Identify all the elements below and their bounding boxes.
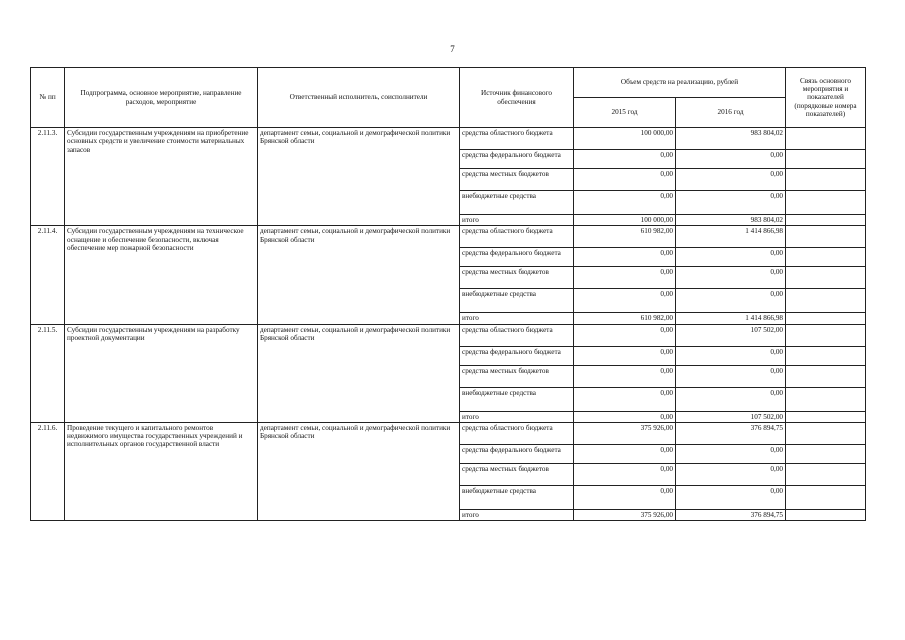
item-executor: департамент семьи, социальной и демографической политики Брянской области: [258, 128, 460, 226]
funding-source: внебюджетные средства: [460, 387, 574, 411]
budget-table: [30, 67, 866, 521]
funding-source: средства областного бюджета: [460, 422, 574, 444]
amount-2015: 375 926,00: [574, 509, 676, 520]
table-row: [31, 226, 866, 248]
indicator-link: [786, 169, 866, 191]
indicator-link: [786, 191, 866, 215]
amount-2016: 107 502,00: [676, 324, 786, 346]
amount-2016: 0,00: [676, 463, 786, 485]
item-code: 2.11.5.: [31, 324, 65, 422]
item-name: Субсидии государственным учреждениям на приобретение основных средств и увеличение стоимости материальных запасов: [65, 128, 258, 226]
indicator-link: [786, 463, 866, 485]
indicator-link: [786, 226, 866, 248]
amount-2016: 0,00: [676, 485, 786, 509]
table-row: [31, 422, 866, 444]
amount-2016: 0,00: [676, 365, 786, 387]
amount-2015: 375 926,00: [574, 422, 676, 444]
item-executor: департамент семьи, социальной и демографической политики Брянской области: [258, 324, 460, 422]
indicator-link: [786, 346, 866, 365]
amount-2016: 0,00: [676, 346, 786, 365]
amount-2015: 0,00: [574, 150, 676, 169]
funding-source: итого: [460, 313, 574, 324]
amount-2015: 0,00: [574, 324, 676, 346]
funding-source: итого: [460, 509, 574, 520]
item-code: 2.11.3.: [31, 128, 65, 226]
amount-2015: 0,00: [574, 289, 676, 313]
indicator-link: [786, 509, 866, 520]
table-row: [31, 128, 866, 150]
amount-2016: 376 894,75: [676, 509, 786, 520]
item-name: Субсидии государственным учреждениям на разработку проектной документации: [65, 324, 258, 422]
item-name: Субсидии государственным учреждениям на техническое оснащение и обеспечение безопасности, включая обеспечение мер пожарной безопасности: [65, 226, 258, 324]
funding-source: средства областного бюджета: [460, 324, 574, 346]
amount-2015: 100 000,00: [574, 215, 676, 226]
amount-2015: 0,00: [574, 248, 676, 267]
amount-2015: 0,00: [574, 191, 676, 215]
indicator-link: [786, 485, 866, 509]
funding-source: итого: [460, 215, 574, 226]
amount-2016: 0,00: [676, 248, 786, 267]
funding-source: средства областного бюджета: [460, 128, 574, 150]
amount-2016: 0,00: [676, 169, 786, 191]
amount-2016: 0,00: [676, 150, 786, 169]
amount-2016: 0,00: [676, 444, 786, 463]
header-executor: Ответственный исполнитель, соисполнители: [258, 68, 460, 128]
amount-2015: 0,00: [574, 485, 676, 509]
amount-2015: 0,00: [574, 444, 676, 463]
amount-2015: 0,00: [574, 411, 676, 422]
funding-source: средства федерального бюджета: [460, 346, 574, 365]
item-name: Проведение текущего и капитального ремонтов недвижимого имущества государственных учреждений и исполнительных органов государственной власти: [65, 422, 258, 520]
amount-2016: 983 804,02: [676, 215, 786, 226]
item-code: 2.11.6.: [31, 422, 65, 520]
funding-source: внебюджетные средства: [460, 191, 574, 215]
indicator-link: [786, 267, 866, 289]
amount-2016: 0,00: [676, 191, 786, 215]
amount-2016: 983 804,02: [676, 128, 786, 150]
funding-source: средства областного бюджета: [460, 226, 574, 248]
indicator-link: [786, 444, 866, 463]
funding-source: средства местных бюджетов: [460, 169, 574, 191]
item-executor: департамент семьи, социальной и демографической политики Брянской области: [258, 226, 460, 324]
amount-2015: 0,00: [574, 463, 676, 485]
indicator-link: [786, 248, 866, 267]
indicator-link: [786, 324, 866, 346]
indicator-link: [786, 411, 866, 422]
header-program: Подпрограмма, основное мероприятие, направление расходов, мероприятие: [65, 68, 258, 128]
funding-source: средства местных бюджетов: [460, 267, 574, 289]
amount-2015: 0,00: [574, 267, 676, 289]
header-num: № пп: [31, 68, 65, 128]
indicator-link: [786, 128, 866, 150]
indicator-link: [786, 365, 866, 387]
indicator-link: [786, 422, 866, 444]
amount-2015: 0,00: [574, 169, 676, 191]
header-year-2016: 2016 год: [676, 98, 786, 128]
amount-2016: 376 894,75: [676, 422, 786, 444]
header-volume: Объем средств на реализацию, рублей: [574, 68, 786, 98]
item-executor: департамент семьи, социальной и демографической политики Брянской области: [258, 422, 460, 520]
amount-2016: 107 502,00: [676, 411, 786, 422]
amount-2016: 0,00: [676, 289, 786, 313]
funding-source: средства местных бюджетов: [460, 463, 574, 485]
table-row: [31, 324, 866, 346]
amount-2015: 0,00: [574, 365, 676, 387]
amount-2015: 0,00: [574, 346, 676, 365]
funding-source: средства федерального бюджета: [460, 248, 574, 267]
page-number: 7: [450, 44, 455, 54]
funding-source: средства местных бюджетов: [460, 365, 574, 387]
indicator-link: [786, 289, 866, 313]
header-link: Связь основного мероприятия и показателей (порядковые номера показателей): [786, 68, 866, 128]
funding-source: средства федерального бюджета: [460, 150, 574, 169]
funding-source: внебюджетные средства: [460, 289, 574, 313]
amount-2015: 0,00: [574, 387, 676, 411]
funding-source: внебюджетные средства: [460, 485, 574, 509]
item-code: 2.11.4.: [31, 226, 65, 324]
amount-2016: 1 414 866,98: [676, 313, 786, 324]
amount-2015: 610 982,00: [574, 226, 676, 248]
indicator-link: [786, 150, 866, 169]
funding-source: средства федерального бюджета: [460, 444, 574, 463]
indicator-link: [786, 313, 866, 324]
amount-2016: 0,00: [676, 387, 786, 411]
amount-2015: 100 000,00: [574, 128, 676, 150]
amount-2016: 0,00: [676, 267, 786, 289]
header-year-2015: 2015 год: [574, 98, 676, 128]
header-source: Источник финансового обеспечения: [460, 68, 574, 128]
table-body: [31, 128, 866, 521]
amount-2016: 1 414 866,98: [676, 226, 786, 248]
indicator-link: [786, 215, 866, 226]
funding-source: итого: [460, 411, 574, 422]
indicator-link: [786, 387, 866, 411]
amount-2015: 610 982,00: [574, 313, 676, 324]
